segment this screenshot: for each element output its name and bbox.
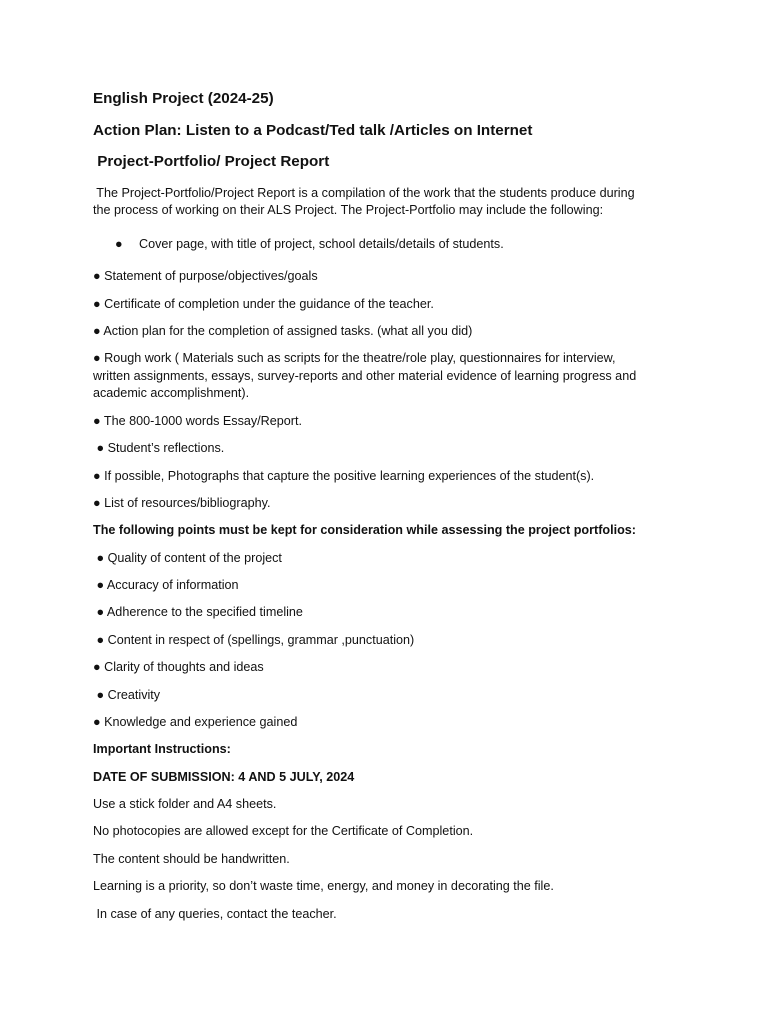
list-item: ● The 800-1000 words Essay/Report. [93, 414, 302, 428]
list-item: ● Action plan for the completion of assigned tasks. (what all you did) [93, 324, 473, 338]
rough-work-line-3: academic accomplishment). [93, 386, 250, 400]
intro-line-1: The Project-Portfolio/Project Report is a compilation of the work that the students produce during [93, 186, 635, 200]
instruction-item: No photocopies are allowed except for the Certificate of Completion. [93, 824, 474, 838]
instruction-item: In case of any queries, contact the teacher. [93, 907, 337, 921]
assessment-item: ● Creativity [93, 688, 161, 702]
list-item: ● Student’s reflections. [93, 441, 225, 455]
portfolio-heading: Project-Portfolio/ Project Report [93, 153, 330, 170]
assessment-item: ● Knowledge and experience gained [93, 715, 298, 729]
document-title: English Project (2024-25) [93, 90, 274, 107]
instruction-item: The content should be handwritten. [93, 852, 290, 866]
cover-page-item: Cover page, with title of project, school details/details of students. [139, 237, 504, 251]
instructions-heading: Important Instructions: [93, 742, 231, 756]
action-plan-heading: Action Plan: Listen to a Podcast/Ted talk /Articles on Internet [93, 122, 533, 139]
intro-line-2: the process of working on their ALS Project. The Project-Portfolio may include the following: [93, 203, 604, 217]
rough-work-line-2: written assignments, essays, survey-reports and other material evidence of learning progress and [93, 369, 637, 383]
assessment-item: ● Clarity of thoughts and ideas [93, 660, 264, 674]
rough-work-line-1: ● Rough work ( Materials such as scripts for the theatre/role play, questionnaires for interview, [93, 351, 616, 365]
cover-bullet: ● [115, 237, 123, 251]
list-item: ● Statement of purpose/objectives/goals [93, 269, 318, 283]
assessment-item: ● Quality of content of the project [93, 551, 282, 565]
list-item: ● If possible, Photographs that capture the positive learning experiences of the student(s). [93, 469, 595, 483]
assessment-heading: The following points must be kept for consideration while assessing the project portfolios: [93, 523, 636, 537]
submission-date: DATE OF SUBMISSION: 4 AND 5 JULY, 2024 [93, 770, 355, 784]
assessment-item: ● Accuracy of information [93, 578, 239, 592]
assessment-item: ● Content in respect of (spellings, grammar ,punctuation) [93, 633, 415, 647]
assessment-item: ● Adherence to the specified timeline [93, 605, 303, 619]
list-item: ● List of resources/bibliography. [93, 496, 271, 510]
instruction-item: Learning is a priority, so don’t waste time, energy, and money in decorating the file. [93, 879, 554, 893]
instruction-item: Use a stick folder and A4 sheets. [93, 797, 277, 811]
list-item: ● Certificate of completion under the guidance of the teacher. [93, 297, 434, 311]
